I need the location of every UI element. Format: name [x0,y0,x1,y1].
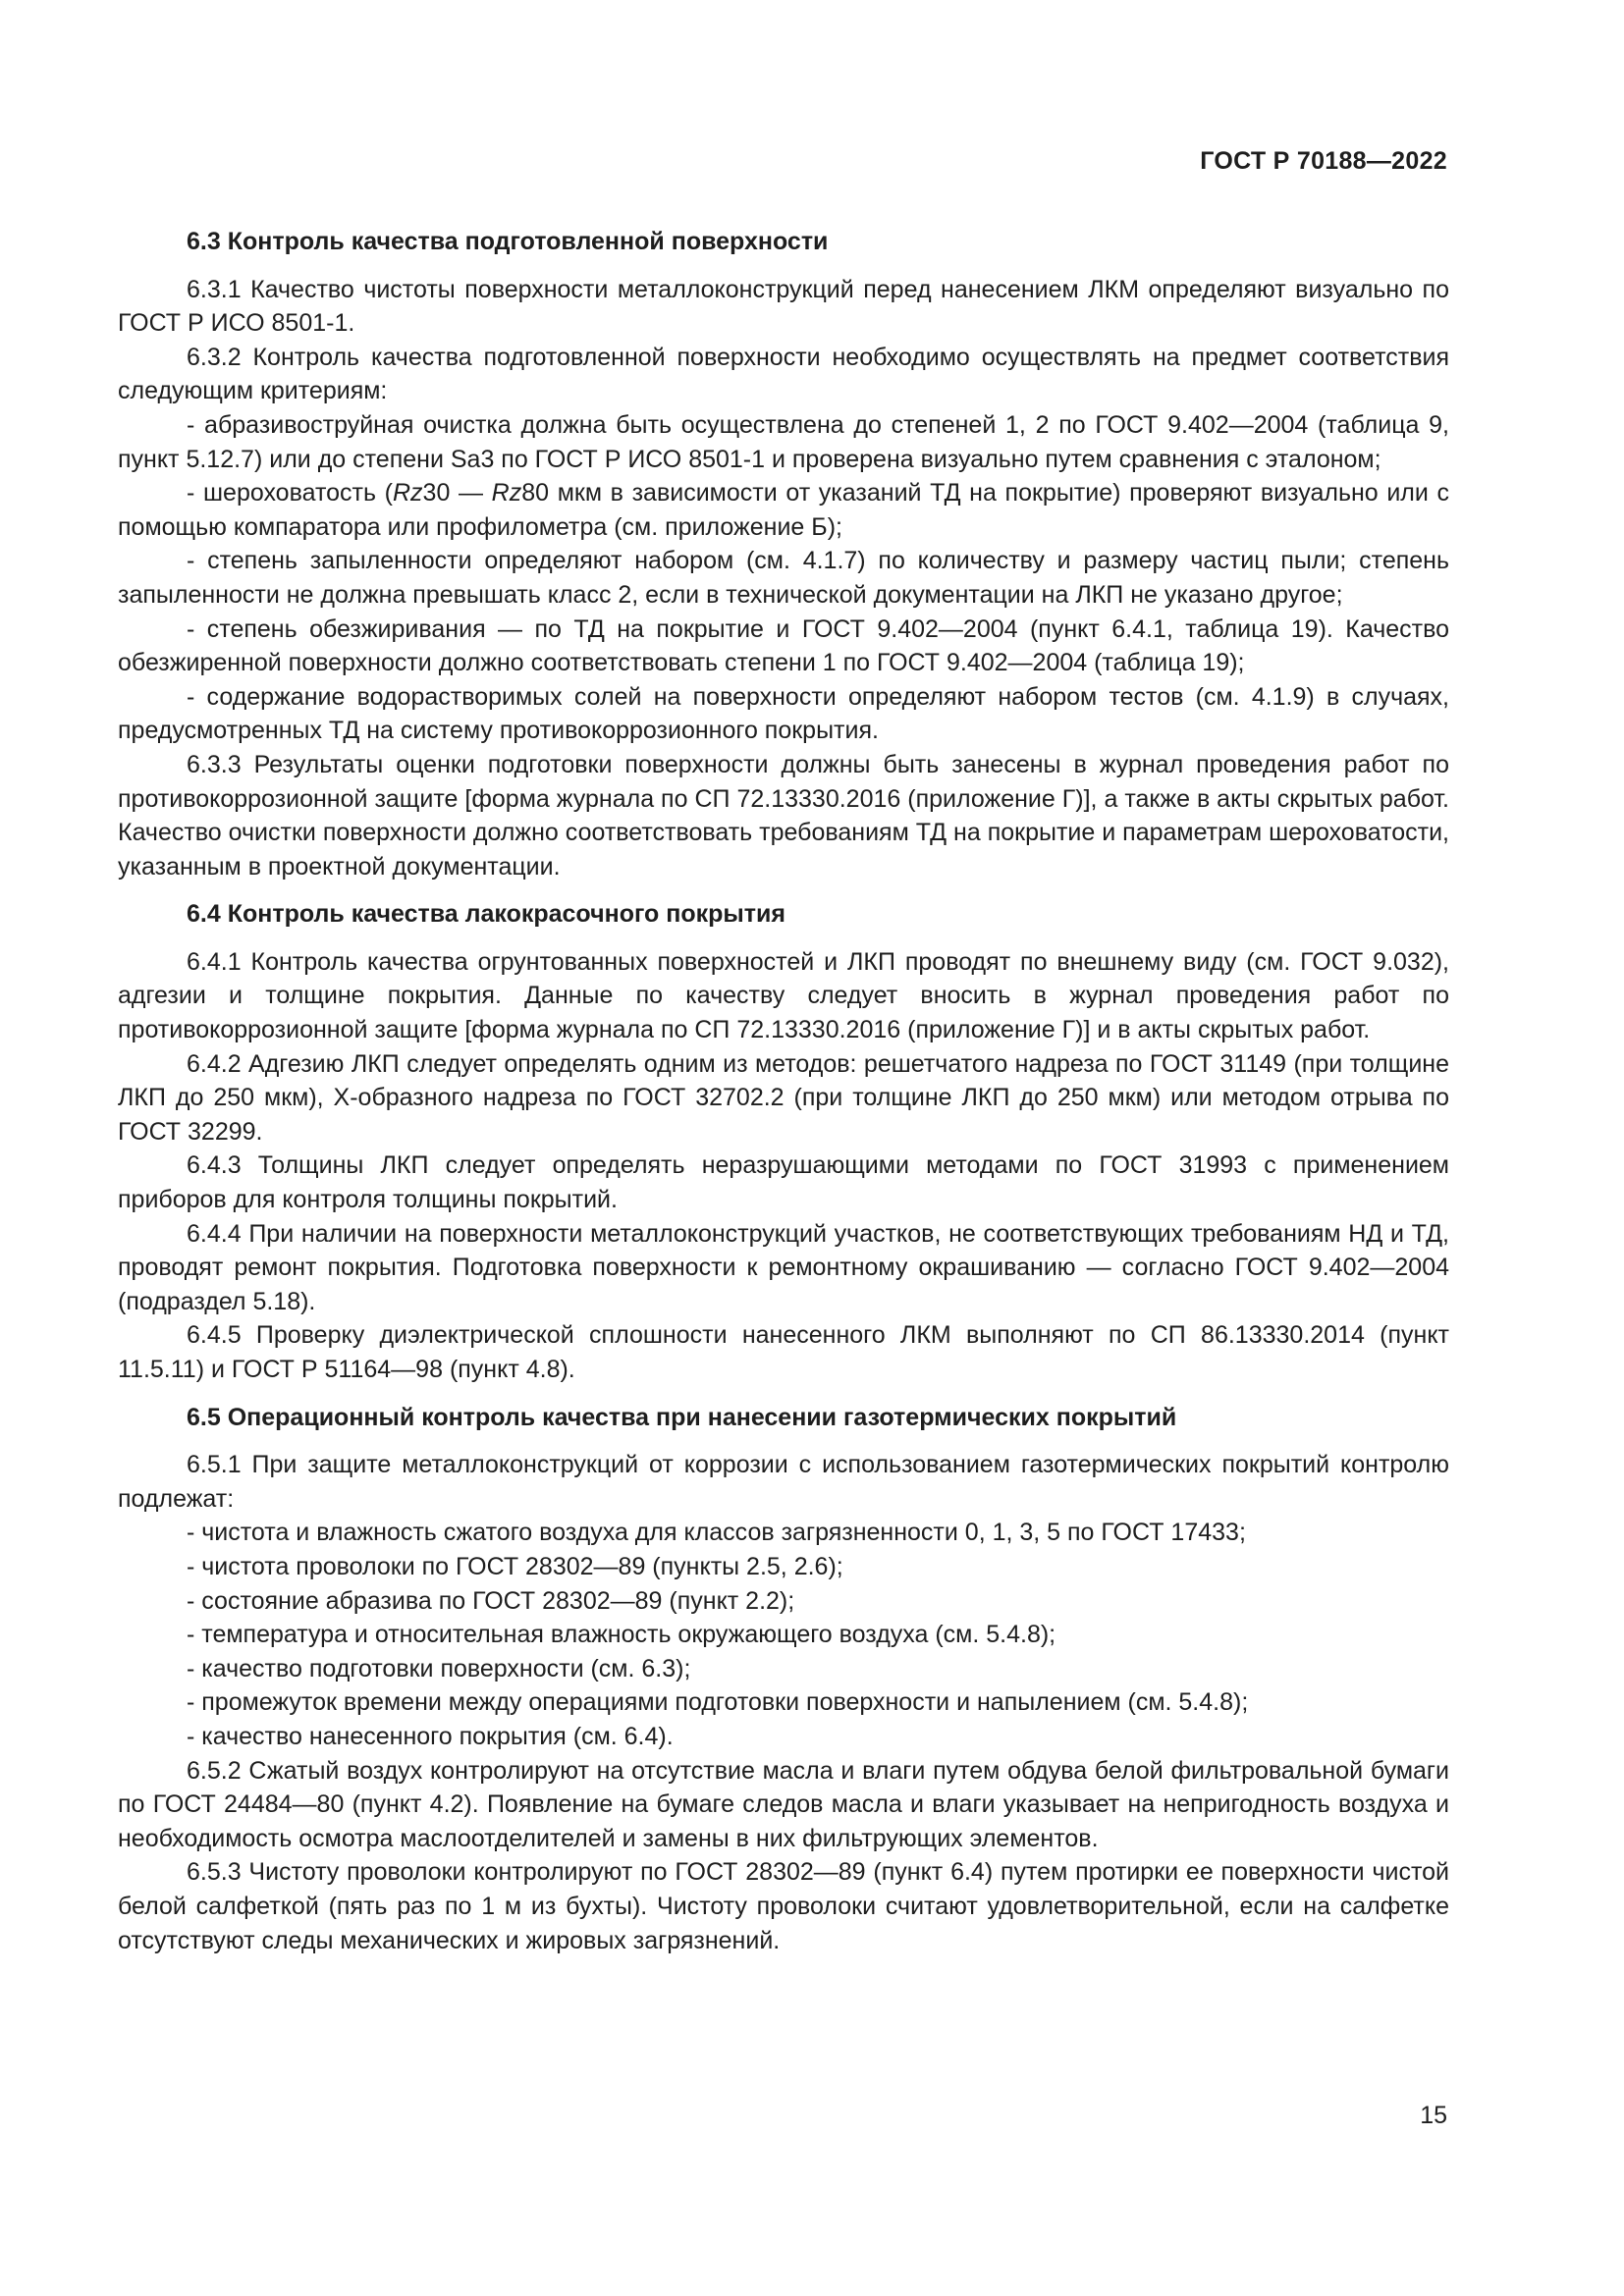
paragraph-6-3-2: 6.3.2 Контроль качества подготовленной поверхности необходимо осуществлять на предмет соответствия следующим критериям: [118,343,1449,405]
paragraph-6-3-1: 6.3.1 Качество чистоты поверхности металлоконструкций перед нанесением ЛКМ определяют визуально по ГОСТ Р ИСО 8501-1. [118,275,1449,338]
list-item: - степень запыленности определяют набором (см. 4.1.7) по количеству и размеру частиц пыли; степень запыленности не должна превышать класс 2, если в технической документации на ЛКП не указано другое; [118,547,1449,609]
paragraph-6-4-2: 6.4.2 Адгезию ЛКП следует определять одним из методов: решетчатого надреза по ГОСТ 31149 (при толщине ЛКП до 250 мкм), Х-образного надреза по ГОСТ 32702.2 (при толщине ЛКП до 250 мкм) или методом отрыва по ГОСТ 32299. [118,1049,1449,1146]
section-heading: 6.3 Контроль качества подготовленной поверхности [187,228,829,255]
list-item: - чистота и влажность сжатого воздуха для классов загрязненности 0, 1, 3, 5 по ГОСТ 17433; [187,1519,1246,1547]
list-item: - качество нанесенного покрытия (см. 6.4). [187,1722,674,1750]
section-heading: 6.5 Операционный контроль качества при нанесении газотермических покрытий [187,1403,1177,1431]
document-code: ГОСТ Р 70188—2022 [1200,147,1447,175]
list-item: - состояние абразива по ГОСТ 28302—89 (пункт 2.2); [187,1586,795,1615]
document-body [118,225,1449,1957]
page-number: 15 [1420,2102,1447,2129]
list-item: - качество подготовки поверхности (см. 6.3); [187,1654,691,1682]
list-item: - содержание водорастворимых солей на поверхности определяют набором тестов (см. 4.1.9) в случаях, предусмотренных ТД на систему противокоррозионного покрытия. [118,682,1449,745]
list-item: - степень обезжиривания — по ТД на покрытие и ГОСТ 9.402—2004 (пункт 6.4.1, таблица 19). Качество обезжиренной поверхности должно соответствовать степени 1 по ГОСТ 9.402—2004 (таблица 19); [118,614,1449,677]
list-item: - чистота проволоки по ГОСТ 28302—89 (пункты 2.5, 2.6); [187,1552,843,1580]
paragraph-6-4-4: 6.4.4 При наличии на поверхности металлоконструкций участков, не соответствующих требованиям НД и ТД, проводят ремонт покрытия. Подготовка поверхности к ремонтному окрашиванию — согласно ГОСТ 9.402—2004 (подраздел 5.18). [118,1219,1449,1315]
paragraph-6-4-3: 6.4.3 Толщины ЛКП следует определять неразрушающими методами по ГОСТ 31993 с применением приборов для контроля толщины покрытий. [118,1151,1449,1214]
list-item: - абразивоструйная очистка должна быть осуществлена до степеней 1, 2 по ГОСТ 9.402—2004 (таблица 9, пункт 5.12.7) или до степени Sa3 по ГОСТ Р ИСО 8501-1 и проверена визуально путем сравнения с эталоном; [118,410,1449,473]
paragraph-6-5-2: 6.5.2 Сжатый воздух контролируют на отсутствие масла и влаги путем обдува белой фильтровальной бумаги по ГОСТ 24484—80 (пункт 4.2). Появление на бумаге следов масла и влаги указывает на непригодность воздуха и необходимость осмотра маслоотделителей и замены в них фильтрующих элементов. [118,1756,1449,1852]
paragraph-6-5-1: 6.5.1 При защите металлоконструкций от коррозии с использованием газотермических покрытий контролю подлежат: [118,1451,1449,1513]
list-item: - промежуток времени между операциями подготовки поверхности и напылением (см. 5.4.8); [187,1688,1249,1717]
paragraph-6-4-1: 6.4.1 Контроль качества огрунтованных поверхностей и ЛКП проводят по внешнему виду (см. ГОСТ 9.032), адгезии и толщине покрытия. Данные по качеству следует вносить в журнал проведения работ по противокоррозионной защите [форма журнала по СП 72.13330.2016 (приложение Г)] и в акты скрытых работ. [118,947,1449,1044]
paragraph-6-3-3: 6.3.3 Результаты оценки подготовки поверхности должны быть занесены в журнал проведения работ по противокоррозионной защите [форма журнала по СП 72.13330.2016 (приложение Г)], а также в акты скрытых работ. Качество очистки поверхности должно соответствовать требованиям ТД на покрытие и параметрам шероховатости, указанным в проектной документации. [118,750,1449,881]
list-item: - температура и относительная влажность окружающего воздуха (см. 5.4.8); [187,1621,1056,1649]
paragraph-6-5-3: 6.5.3 Чистоту проволоки контролируют по ГОСТ 28302—89 (пункт 6.4) путем протирки ее поверхности чистой белой салфеткой (пять раз по 1 м из бухты). Чистоту проволоки считают удовлетворительной, если на салфетке отсутствуют следы механических и жировых загрязнений. [118,1858,1449,1954]
paragraph-6-4-5: 6.4.5 Проверку диэлектрической сплошности нанесенного ЛКМ выполняют по СП 86.13330.2014 (пункт 11.5.11) и ГОСТ Р 51164—98 (пункт 4.8). [118,1321,1449,1383]
section-6-5 [118,1401,1449,1958]
section-6-3 [118,225,1449,883]
list-item: - шероховатость (Rz30 — Rz80 мкм в зависимости от указаний ТД на покрытие) проверяют визуально или с помощью компаратора или профилометра (см. приложение Б); [118,479,1450,541]
section-6-4 [118,897,1449,1386]
section-heading: 6.4 Контроль качества лакокрасочного покрытия [187,900,785,929]
